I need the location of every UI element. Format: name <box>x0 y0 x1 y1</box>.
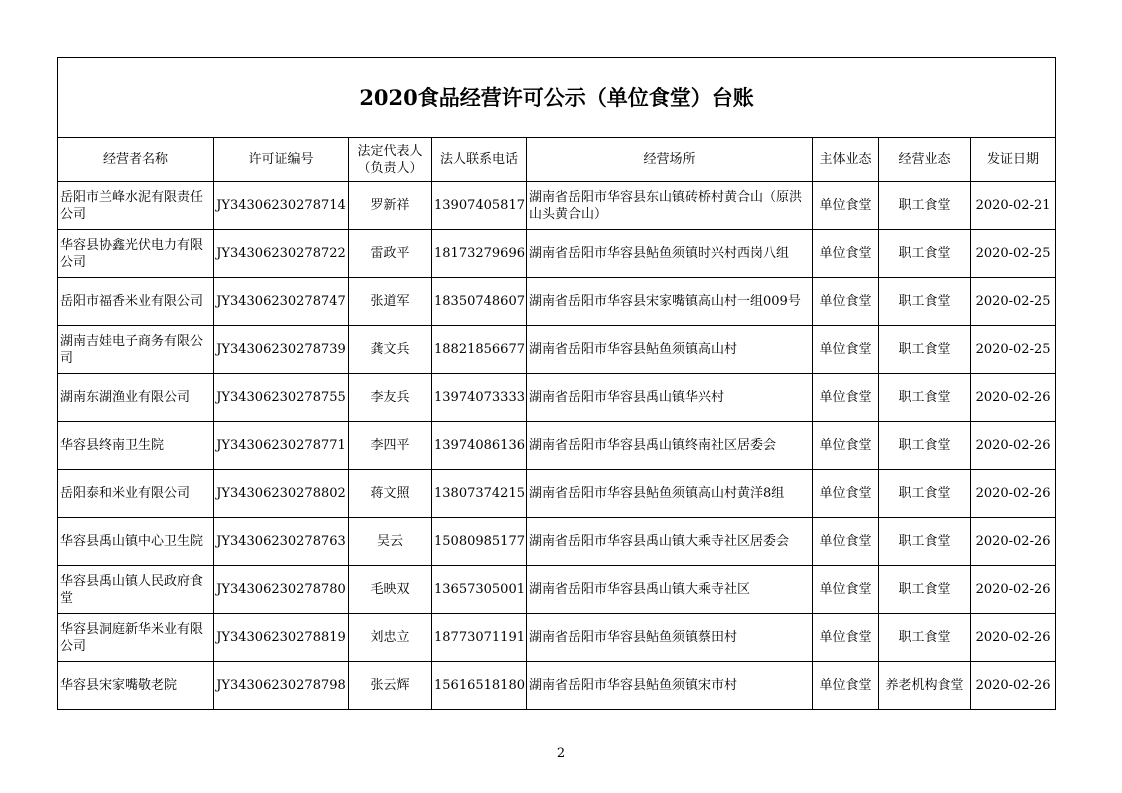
document-title: 2020食品经营许可公示（单位食堂）台账 <box>58 58 1056 138</box>
business-type-cell: 养老机构食堂 <box>879 662 971 710</box>
column-header-business-type: 经营业态 <box>879 138 971 182</box>
business-type-cell: 职工食堂 <box>879 326 971 374</box>
table-row <box>58 326 1056 374</box>
business-type-cell: 职工食堂 <box>879 422 971 470</box>
legal-representative-cell: 蒋文照 <box>349 470 432 518</box>
subject-type-cell: 单位食堂 <box>813 326 879 374</box>
contact-phone-cell: 15080985177 <box>432 518 527 566</box>
column-header-issue-date: 发证日期 <box>971 138 1056 182</box>
license-ledger-table <box>57 57 1056 710</box>
subject-type-cell: 单位食堂 <box>813 182 879 230</box>
issue-date-cell: 2020-02-26 <box>971 374 1056 422</box>
issue-date-cell: 2020-02-25 <box>971 326 1056 374</box>
column-header-subject-type: 主体业态 <box>813 138 879 182</box>
subject-type-cell: 单位食堂 <box>813 278 879 326</box>
license-number-cell: JY34306230278771 <box>214 422 349 470</box>
table-row <box>58 422 1056 470</box>
table-row <box>58 662 1056 710</box>
issue-date-cell: 2020-02-26 <box>971 422 1056 470</box>
table-row <box>58 182 1056 230</box>
business-type-cell: 职工食堂 <box>879 518 971 566</box>
contact-phone-cell: 13907405817 <box>432 182 527 230</box>
license-number-cell: JY34306230278722 <box>214 230 349 278</box>
license-number-cell: JY34306230278798 <box>214 662 349 710</box>
issue-date-cell: 2020-02-26 <box>971 614 1056 662</box>
contact-phone-cell: 18821856677 <box>432 326 527 374</box>
issue-date-cell: 2020-02-25 <box>971 230 1056 278</box>
table-row <box>58 518 1056 566</box>
operator-name-cell: 华容县禹山镇中心卫生院 <box>58 518 214 566</box>
subject-type-cell: 单位食堂 <box>813 518 879 566</box>
issue-date-cell: 2020-02-21 <box>971 182 1056 230</box>
issue-date-cell: 2020-02-26 <box>971 566 1056 614</box>
operator-name-cell: 华容县终南卫生院 <box>58 422 214 470</box>
operator-name-cell: 湖南吉娃电子商务有限公司 <box>58 326 214 374</box>
page-number: 2 <box>556 746 566 761</box>
legal-representative-cell: 张云辉 <box>349 662 432 710</box>
legal-representative-cell: 雷政平 <box>349 230 432 278</box>
license-number-cell: JY34306230278780 <box>214 566 349 614</box>
business-premises-cell: 湖南省岳阳市华容县禹山镇终南社区居委会 <box>527 422 813 470</box>
license-number-cell: JY34306230278763 <box>214 518 349 566</box>
license-number-cell: JY34306230278755 <box>214 374 349 422</box>
contact-phone-cell: 15616518180 <box>432 662 527 710</box>
column-header-operator-name: 经营者名称 <box>58 138 214 182</box>
column-header-license-number: 许可证编号 <box>214 138 349 182</box>
license-number-cell: JY34306230278739 <box>214 326 349 374</box>
business-premises-cell: 湖南省岳阳市华容县鲇鱼须镇高山村黄洋8组 <box>527 470 813 518</box>
operator-name-cell: 华容县宋家嘴敬老院 <box>58 662 214 710</box>
table-body <box>58 182 1056 710</box>
table-row <box>58 566 1056 614</box>
table-row <box>58 278 1056 326</box>
subject-type-cell: 单位食堂 <box>813 614 879 662</box>
business-type-cell: 职工食堂 <box>879 374 971 422</box>
legal-representative-cell: 张道军 <box>349 278 432 326</box>
column-header-legal-representative: 法定代表人（负责人） <box>349 138 432 182</box>
table-row <box>58 470 1056 518</box>
subject-type-cell: 单位食堂 <box>813 470 879 518</box>
operator-name-cell: 岳阳市福香米业有限公司 <box>58 278 214 326</box>
table-row <box>58 374 1056 422</box>
contact-phone-cell: 18173279696 <box>432 230 527 278</box>
business-type-cell: 职工食堂 <box>879 614 971 662</box>
business-premises-cell: 湖南省岳阳市华容县东山镇砖桥村黄合山（原洪山头黄合山） <box>527 182 813 230</box>
business-type-cell: 职工食堂 <box>879 182 971 230</box>
contact-phone-cell: 13657305001 <box>432 566 527 614</box>
legal-representative-cell: 毛映双 <box>349 566 432 614</box>
business-type-cell: 职工食堂 <box>879 230 971 278</box>
license-number-cell: JY34306230278819 <box>214 614 349 662</box>
business-premises-cell: 湖南省岳阳市华容县鲇鱼须镇高山村 <box>527 326 813 374</box>
business-type-cell: 职工食堂 <box>879 470 971 518</box>
issue-date-cell: 2020-02-26 <box>971 662 1056 710</box>
contact-phone-cell: 13974073333 <box>432 374 527 422</box>
legal-representative-cell: 罗新祥 <box>349 182 432 230</box>
column-header-business-premises: 经营场所 <box>527 138 813 182</box>
operator-name-cell: 华容县洞庭新华米业有限公司 <box>58 614 214 662</box>
license-number-cell: JY34306230278714 <box>214 182 349 230</box>
contact-phone-cell: 18773071191 <box>432 614 527 662</box>
subject-type-cell: 单位食堂 <box>813 374 879 422</box>
subject-type-cell: 单位食堂 <box>813 662 879 710</box>
business-premises-cell: 湖南省岳阳市华容县禹山镇大乘寺社区居委会 <box>527 518 813 566</box>
legal-representative-cell: 龚文兵 <box>349 326 432 374</box>
subject-type-cell: 单位食堂 <box>813 230 879 278</box>
legal-representative-cell: 刘忠立 <box>349 614 432 662</box>
business-type-cell: 职工食堂 <box>879 278 971 326</box>
contact-phone-cell: 13974086136 <box>432 422 527 470</box>
operator-name-cell: 岳阳市兰峰水泥有限责任公司 <box>58 182 214 230</box>
operator-name-cell: 华容县禹山镇人民政府食堂 <box>58 566 214 614</box>
column-header-row <box>58 138 1056 182</box>
business-premises-cell: 湖南省岳阳市华容县禹山镇大乘寺社区 <box>527 566 813 614</box>
operator-name-cell: 岳阳泰和米业有限公司 <box>58 470 214 518</box>
legal-representative-cell: 吴云 <box>349 518 432 566</box>
business-premises-cell: 湖南省岳阳市华容县鲇鱼须镇宋市村 <box>527 662 813 710</box>
business-premises-cell: 湖南省岳阳市华容县宋家嘴镇高山村一组009号 <box>527 278 813 326</box>
license-number-cell: JY34306230278747 <box>214 278 349 326</box>
business-premises-cell: 湖南省岳阳市华容县禹山镇华兴村 <box>527 374 813 422</box>
subject-type-cell: 单位食堂 <box>813 566 879 614</box>
contact-phone-cell: 13807374215 <box>432 470 527 518</box>
issue-date-cell: 2020-02-25 <box>971 278 1056 326</box>
column-header-contact-phone: 法人联系电话 <box>432 138 527 182</box>
contact-phone-cell: 18350748607 <box>432 278 527 326</box>
license-number-cell: JY34306230278802 <box>214 470 349 518</box>
operator-name-cell: 华容县协鑫光伏电力有限公司 <box>58 230 214 278</box>
table-row <box>58 614 1056 662</box>
issue-date-cell: 2020-02-26 <box>971 470 1056 518</box>
business-premises-cell: 湖南省岳阳市华容县鲇鱼须镇蔡田村 <box>527 614 813 662</box>
subject-type-cell: 单位食堂 <box>813 422 879 470</box>
table-row <box>58 230 1056 278</box>
issue-date-cell: 2020-02-26 <box>971 518 1056 566</box>
business-type-cell: 职工食堂 <box>879 566 971 614</box>
legal-representative-cell: 李友兵 <box>349 374 432 422</box>
legal-representative-cell: 李四平 <box>349 422 432 470</box>
business-premises-cell: 湖南省岳阳市华容县鲇鱼须镇时兴村西岗八组 <box>527 230 813 278</box>
operator-name-cell: 湖南东湖渔业有限公司 <box>58 374 214 422</box>
